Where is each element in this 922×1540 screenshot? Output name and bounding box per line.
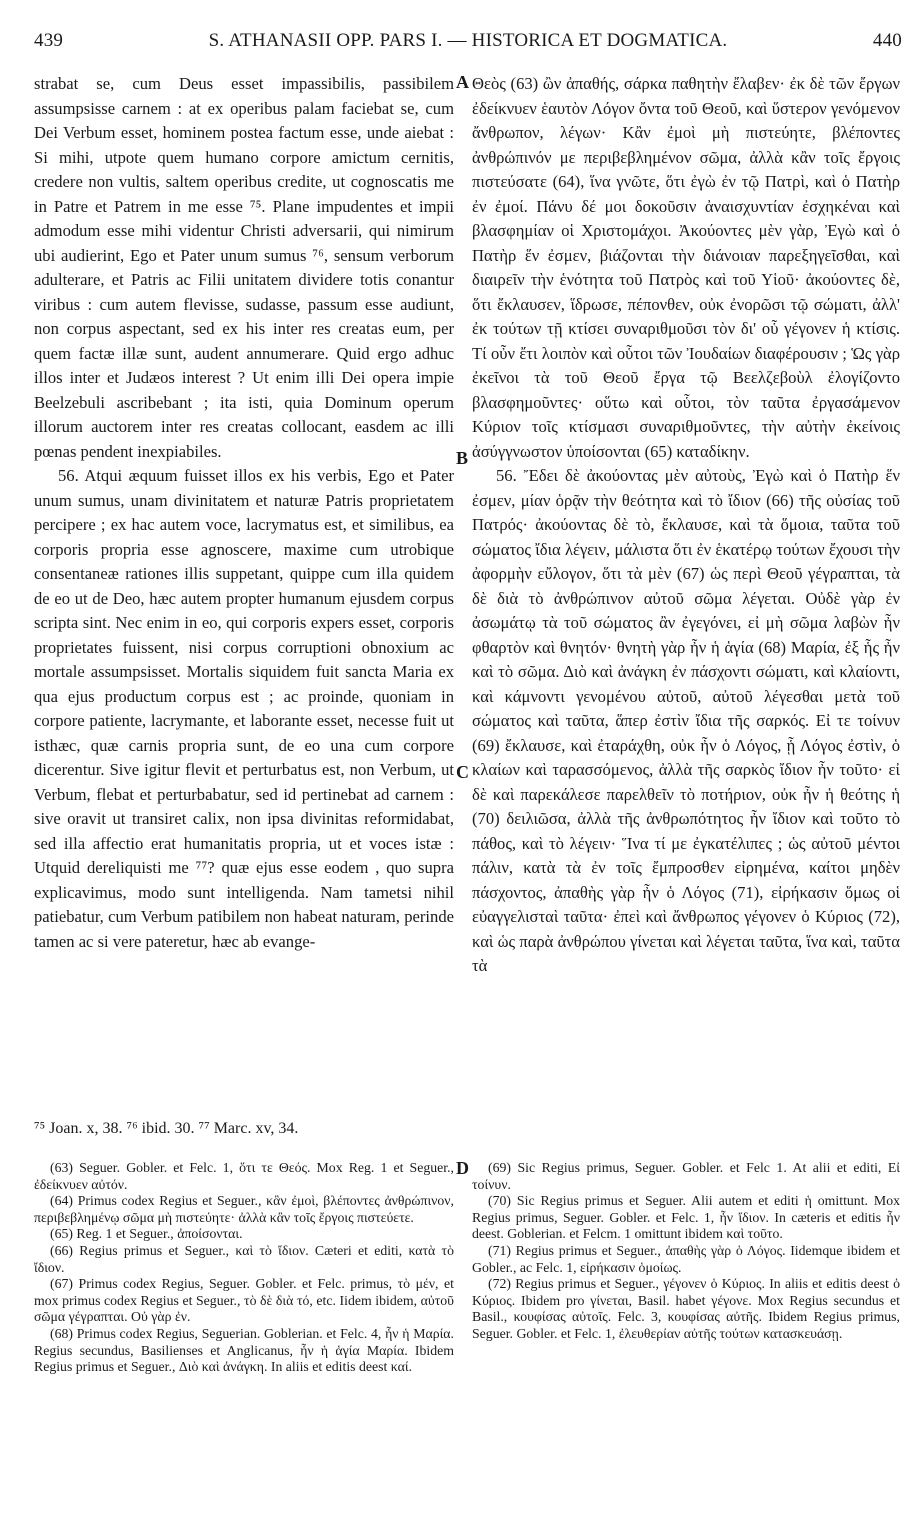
running-title: S. ATHANASII OPP. PARS I. — HISTORICA ET DOGMATICA.	[208, 30, 728, 51]
section-marker-a: A	[456, 72, 469, 92]
footnotes-left	[34, 1160, 454, 1376]
footnote-71: (71) Regius primus et Seguer., ἀπαθὴς γὰρ ὁ Λόγος. Iidemque ibidem et Gobler., ac Felc. 1, εἰρήκασιν ὁμοίως.	[472, 1242, 900, 1275]
greek-paragraph-2: 56. Ἔδει δὲ ἀκούοντας μὲν αὐτοὺς, Ἐγὼ καὶ ὁ Πατὴρ ἕν ἐσμεν, μίαν ὁρᾷν τὴν θεότητα καὶ τὸ ἴδιον (66) τῆς οὐσίας τοῦ Πατρός· ἀκούοντας δὲ τὸ, ἔκλαυσε, καὶ τὰ ὅμοια, ταῦτα τοῦ σώματος ἴδια λέγειν, μάλιστα ὅτι ἐν ἑκατέρῳ τούτων ἔχουσι τὴν ἀφορμὴν εὔλογον, ὅτι τὰ μὲν (67) ὡς περὶ Θεοῦ γέγραπται, τὰ δὲ διὰ τὸ ἀνθρώπινον αὐτοῦ σῶμα λέγεται. Οὐδὲ γὰρ ἐν ἀσωμάτῳ τὰ τοῦ σώματος ἂν ἐγεγόνει, εἰ μὴ σῶμα λαβὼν ἦν φθαρτὸν καὶ θνητόν· θνητὴ γὰρ ἦν ἡ ἁγία (68) Μαρία, ἐξ ἧς ἦν καὶ τὸ σῶμα. Διὸ καὶ ἀνάγκη ἐν πάσχοντι σώματι, καὶ κλαίοντι, καὶ κάμνοντι γενομένου αὐτοῦ, αὐτοῦ λέγεσθαι μετὰ τοῦ σώματος καὶ ταῦτα, ἅπερ ἐστὶν ἴδια τῆς σαρκός. Εἰ τε τοίνυν (69) ἔκλαυσε, καὶ ἐταράχθη, οὐκ ἦν ὁ Λόγος, ᾗ Λόγος ἐστὶν, ὁ κλαίων καὶ ταρασσόμενος, ἀλλὰ τῆς σαρκὸς ἴδιον ἦν τοῦτο· εἰ δὲ καὶ παρεκάλεσε παρελθεῖν τὸ ποτήριον, οὐκ ἦν ἡ θεότης ἡ (70) δειλιῶσα, ἀλλὰ τῆς ἀνθρωπότητος ἦν ἴδιον καὶ τοῦτο τὸ πάθος, καὶ τὸ λέγειν· Ἵνα τί με ἐγκατέλιπες ; ὡς αὐτοῦ μέντοι πάλιν, κατὰ τὰ ἐν τοῖς ἔμπροσθεν εἰρημένα, καίτοι μηδὲν πάσχοντος, ἀπαθὴς γὰρ ἦν ὁ Λόγος (71), εἰρήκασιν ὅμως οἱ εὐαγγελισταὶ ταῦτα· ἐπεὶ καὶ ἄνθρωπος γέγονεν ὁ Κύριος (72), καὶ ὡς παρὰ ἀνθρώπου γίνεται καὶ λέγεται ταῦτα, ἵνα καὶ, ταῦτα τὰ	[472, 466, 900, 975]
footnote-64: (64) Primus codex Regius et Seguer., κἂν ἐμοὶ, βλέποντες ἀνθρώπινον, περιβεβλημένῳ σῶμα μὴ πιστεύητε· ἀλλὰ κἂν τοῖς ἔργοις πιστεύετε.	[34, 1193, 454, 1225]
footnote-70: (70) Sic Regius primus et Seguer. Alii autem et editi ἡ omittunt. Mox Regius primus, Seguer. Gobler. et Felc. 1, ἦν ἴδιον. In cæteris et editis ἦν deest. Goblerian. et Felcm. 1 omittunt ibidem καὶ τοῦτο.	[472, 1193, 900, 1242]
running-header	[34, 30, 902, 60]
footnote-68: (68) Primus codex Regius, Seguerian. Goblerian. et Felc. 4, ἦν ἡ Μαρία. Regius secundus, Basilienses et Anglicanus, ἦν ἡ ἁγία Μαρία. Ibidem Regius primus et Seguer., Διὸ καὶ ἀνάγκη. In aliis et editis deest καί.	[34, 1325, 454, 1375]
section-marker-b: B	[456, 448, 469, 468]
section-marker-d: D	[456, 1158, 469, 1178]
greek-column	[472, 72, 900, 979]
latin-paragraph-1: strabat se, cum Deus esset impassibilis, passibilem assumpsisse carnem : at ex operibus palam faciebat se, cum Dei Verbum esset, hominem postea factum esse, unde aiebat : Si mihi, utpote quem humano corpore amictum cernitis, credere non vultis, saltem operibus credite, ut cognoscatis me in Patre et Patrem in me esse ⁷⁵. Plane impudentes et impii admodum esse mihi videntur Christi adversarii, qui nimirum ubi audierint, Ego et Pater unum sumus ⁷⁶, sensum verborum adulterare, et Patris ac Filii unitatem dividere totis conantur viribus : cum autem flevisse, sudasse, passum esse audiunt, non corpus aspectant, sed ex his inter res creatas eum, per quem factæ illæ sunt, audent annumerare. Quid ergo adhuc illos inter et Judæos interest ? Ut enim illi Dei opera impie Beelzebuli ascribebant ; ita isti, quia Dominum operum illorum auctorem inter res creatas collocant, easdem ac illi pœnas pendent inexpiabiles.	[34, 74, 454, 461]
footnote-72: (72) Regius primus et Seguer., γέγονεν ὁ Κύριος. In aliis et editis deest ὁ Κύριος. Ibidem pro γίνεται, Basil. habet γέγονε. Mox Regius secundus et Basil., κουφίσας αὐτοῖς. Felc. 3, κουφίσας αὐτῆς. Ibidem Regius primus, Seguer. Gobler. et Felc. 1, ἐλευθερίαν αὐτῆς τούτων κατασκευάσῃ.	[472, 1276, 900, 1341]
latin-column	[34, 72, 454, 954]
page-number-right: 440	[872, 30, 902, 51]
section-marker-c: C	[456, 762, 469, 782]
scripture-references: ⁷⁵ Joan. x, 38. ⁷⁶ ibid. 30. ⁷⁷ Marc. xv, 34.	[34, 1120, 299, 1137]
footnotes-right	[472, 1160, 900, 1343]
footnote-65: (65) Reg. 1 et Seguer., ἀποίσονται.	[50, 1226, 243, 1242]
footnote-67: (67) Primus codex Regius, Seguer. Gobler. et Felc. primus, τὸ μέν, et mox primus codex Regius et Seguer., τὸ δὲ διὰ τό, etc. Iidem ibidem, αὐτοῦ σῶμα γέγραπται. Οὐ γὰρ ἐν.	[34, 1276, 454, 1325]
greek-paragraph-1: Θεὸς (63) ὢν ἀπαθής, σάρκα παθητὴν ἔλαβεν· ἐκ δὲ τῶν ἔργων ἐδείκνυεν ἑαυτὸν Λόγον ὄντα τοῦ Θεοῦ, καὶ ὕστερον γενόμενον ἄνθρωπον, λέγων· Κἂν ἐμοὶ μὴ πιστεύητε, βλέποντες ἀνθρώπινόν με περιβεβλημένον σῶμα, ἀλλὰ κἂν τοῖς ἔργοις πιστεύσατε (64), ἵνα γνῶτε, ὅτι ἐγὼ ἐν τῷ Πατρὶ, καὶ ὁ Πατὴρ ἐν ἐμοί. Πάνυ δέ μοι δοκοῦσιν ἀναισχυντίαν ἐσχηκέναι καὶ βλασφημίαν οἱ Χριστομάχοι. Ἀκούοντες μὲν γὰρ, Ἐγὼ καὶ ὁ Πατὴρ ἕν ἐσμεν, βιάζονται τὴν διάνοιαν παρεξηγεῖσθαι, καὶ διαιρεῖν τὴν ἑνότητα τοῦ Πατρὸς καὶ τοῦ Υἱοῦ· ἀκούοντες δὲ, ὅτι ἔκλαυσεν, ἵδρωσε, πέπονθεν, οὐκ ἐνορῶσι τῷ σώματι, ἀλλ' ἐκ τούτων τῇ κτίσει συναριθμοῦσι τὸν δι' οὗ γέγονεν ἡ κτίσις. Τί οὖν ἔτι λοιπὸν καὶ οὗτοι τῶν Ἰουδαίων διαφέρουσιν ; Ὡς γὰρ ἐκεῖνοι τὰ τοῦ Θεοῦ ἔργα τῷ Βεελζεβοὺλ ἐλογίζοντο βλασφημοῦντες· οὕτω καὶ οὗτοι, τὸν ταῦτα ἐργασάμενον Κύριον τοῖς κτίσμασι συναριθμοῦντες, τὴν αὐτὴν ἐκείνοις ἀσύγγνωστον ὑποίσονται (65) καταδίκην.	[472, 74, 900, 461]
page-number-left: 439	[34, 30, 64, 51]
footnote-69: (69) Sic Regius primus, Seguer. Gobler. et Felc 1. At alii et editi, Εἰ τοίνυν.	[472, 1160, 900, 1192]
footnote-63: (63) Seguer. Gobler. et Felc. 1, ὅτι τε Θεός. Mox Reg. 1 et Seguer., ἐδείκνυεν αὐτόν.	[34, 1160, 454, 1192]
latin-paragraph-2: 56. Atqui æquum fuisset illos ex his verbis, Ego et Pater unum sumus, unam divinitatem et naturæ Patris proprietatem percipere ; ex hac autem voce, lacrymatus est, et similibus, ea corporis propria esse agnoscere, maxime cum utrobique consentaneæ rationes illis suppetant, quippe cum illa quidem de eo ut de Deo, hæc autem propter humanum ejusdem corpus scripta sint. Nec enim in eo, qui corporis expers esset, corporis proprietates fuissent, nisi corpus corruptioni obnoxium ac mortale assumpsisset. Mortalis siquidem fuit sancta Maria ex qua ejus productum corpus est ; ac proinde, quoniam in corpore patiente, lacrymante, et laborante esset, necesse fuit ut isthæc, quæ carnis propria sunt, de eo una cum corpore dicerentur. Sive igitur flevit et perturbatus est, non Verbum, ut Verbum, flebat et perturbabatur, sed id pertinebat ad carnem : sive oravit ut transiret calix, non ipsa divinitas reformidabat, sed illa affectio erat humanitatis propria, ut et voces istæ : Utquid dereliquisti me ⁷⁷? quæ ejus esse eodem , quo supra explicavimus, modo sunt intelligenda. Nam tametsi nihil patiebatur, cum Verbum patibilem non habeat naturam, perinde tamen ac si vere pateretur, hæc ab evange-	[34, 466, 454, 951]
footnote-66: (66) Regius primus et Seguer., καὶ τὸ ἴδιον. Cæteri et editi, κατὰ τὸ ἴδιον.	[34, 1242, 454, 1275]
